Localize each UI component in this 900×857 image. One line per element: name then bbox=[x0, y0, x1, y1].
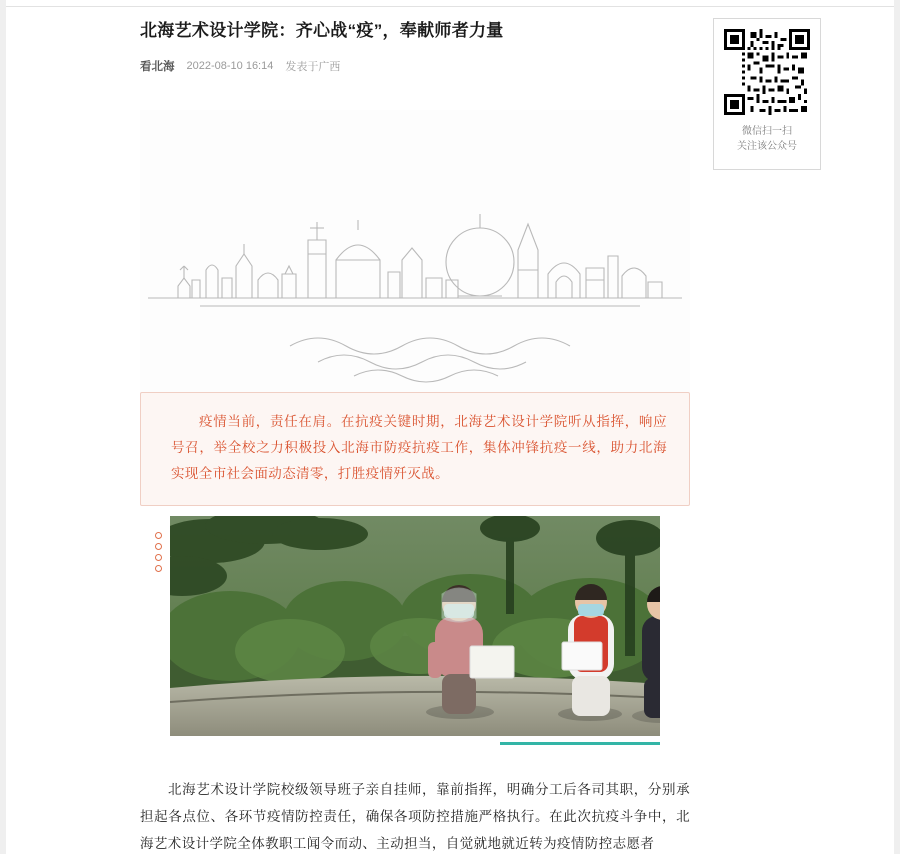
page-top-divider bbox=[6, 6, 894, 7]
photo-accent-underline bbox=[500, 742, 660, 745]
qr-caption bbox=[714, 124, 820, 154]
highlight-quote-box bbox=[140, 392, 690, 506]
qr-code-icon bbox=[724, 29, 810, 115]
meta-source[interactable]: 看北海 bbox=[140, 61, 175, 73]
article-meta bbox=[140, 58, 690, 74]
article-photo-block bbox=[140, 516, 690, 756]
page-right-margin bbox=[894, 0, 900, 854]
photo-illustration bbox=[170, 516, 660, 736]
decorative-dots bbox=[155, 532, 163, 576]
meta-origin: 发表于广西 bbox=[285, 61, 341, 73]
skyline-illustration bbox=[140, 110, 690, 395]
wechat-qr-card[interactable] bbox=[713, 18, 821, 170]
highlight-quote-text: 疫情当前，责任在肩。在抗疫关键时期，北海艺术设计学院听从指挥，响应号召，举全校之力积极投入北海市防疫抗疫工作，集体冲锋抗疫一线，助力北海实现全市社会面动态清零，打胜疫情歼灭战。 bbox=[171, 414, 667, 481]
qr-caption-line2: 关注该公众号 bbox=[737, 141, 797, 152]
page-title: 北海艺术设计学院：齐心战“疫”，奉献师者力量 bbox=[140, 21, 504, 40]
page-left-margin bbox=[0, 0, 6, 854]
meta-timestamp: 2022-08-10 16:14 bbox=[186, 60, 274, 72]
article-body-paragraph: 北海艺术设计学院校级领导班子亲自挂师，靠前指挥，明确分工后各司其职，分别承担起各点位、各环节疫情防控责任，确保各项防控措施严格执行。在此次抗疫斗争中，北海艺术设计学院全体教职工闻令而动、主动担当，自觉就地就近转为疫情防控志愿者 bbox=[140, 781, 690, 851]
qr-caption-line1: 微信扫一扫 bbox=[742, 126, 792, 137]
article-header bbox=[140, 18, 690, 74]
article-photo bbox=[170, 516, 660, 736]
banner-illustration bbox=[140, 110, 690, 395]
